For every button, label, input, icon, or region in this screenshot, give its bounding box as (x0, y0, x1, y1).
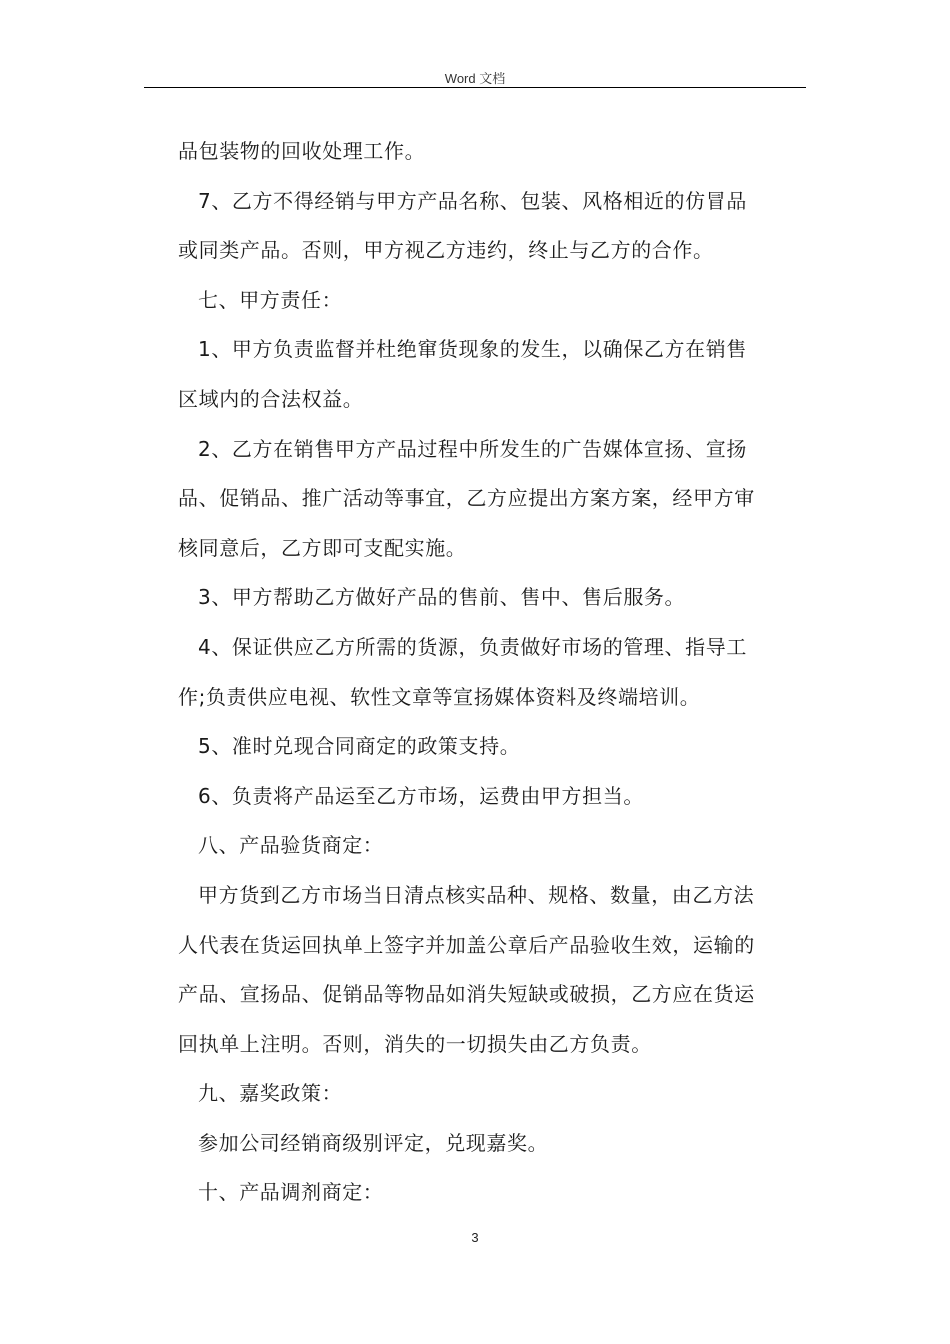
paragraph-line: 产品、宣扬品、促销品等物品如消失短缺或破损，乙方应在货运 (178, 982, 755, 1007)
paragraph-line: 5、准时兑现合同商定的政策支持。 (198, 734, 521, 759)
paragraph-line: 核同意后，乙方即可支配实施。 (178, 535, 467, 560)
paragraph-line: 1、甲方负责监督并杜绝窜货现象的发生，以确保乙方在销售 (198, 337, 747, 362)
document-body (178, 127, 806, 1218)
section-heading: 十、产品调剂商定： (198, 1180, 384, 1205)
paragraph-line: 6、负责将产品运至乙方市场，运费由甲方担当。 (198, 783, 644, 808)
paragraph-line: 回执单上注明。否则，消失的一切损失由乙方负责。 (178, 1031, 652, 1056)
paragraph-line: 区域内的合法权益。 (178, 386, 364, 411)
page-number: 3 (471, 1230, 479, 1245)
paragraph-line: 品包装物的回收处理工作。 (178, 139, 426, 163)
paragraph-line: 甲方货到乙方市场当日清点核实品种、规格、数量，由乙方法 (198, 882, 755, 907)
paragraph-line: 4、保证供应乙方所需的货源，负责做好市场的管理、指导工 (198, 634, 747, 659)
paragraph-line: 7、乙方不得经销与甲方产品名称、包装、风格相近的仿冒品 (198, 188, 747, 213)
paragraph-line: 作;负责供应电视、软性文章等宣扬媒体资料及终端培训。 (178, 684, 701, 709)
section-heading: 九、嘉奖政策： (198, 1081, 343, 1106)
paragraph-line: 3、甲方帮助乙方做好产品的售前、售中、售后服务。 (198, 585, 686, 610)
paragraph-line: 人代表在货运回执单上签字并加盖公章后产品验收生效，运输的 (178, 932, 755, 957)
page-header-title: Word 文档 (444, 71, 506, 86)
header-divider (144, 87, 806, 88)
section-heading: 八、产品验货商定： (198, 833, 384, 858)
paragraph-line: 或同类产品。否则，甲方视乙方违约，终止与乙方的合作。 (178, 238, 714, 263)
paragraph-line: 参加公司经销商级别评定，兑现嘉奖。 (198, 1130, 549, 1155)
paragraph-line: 2、乙方在销售甲方产品过程中所发生的广告媒体宣扬、宣扬 (198, 436, 747, 461)
paragraph-line: 品、促销品、推广活动等事宜，乙方应提出方案方案，经甲方审 (178, 486, 755, 511)
section-heading: 七、甲方责任： (198, 287, 343, 312)
